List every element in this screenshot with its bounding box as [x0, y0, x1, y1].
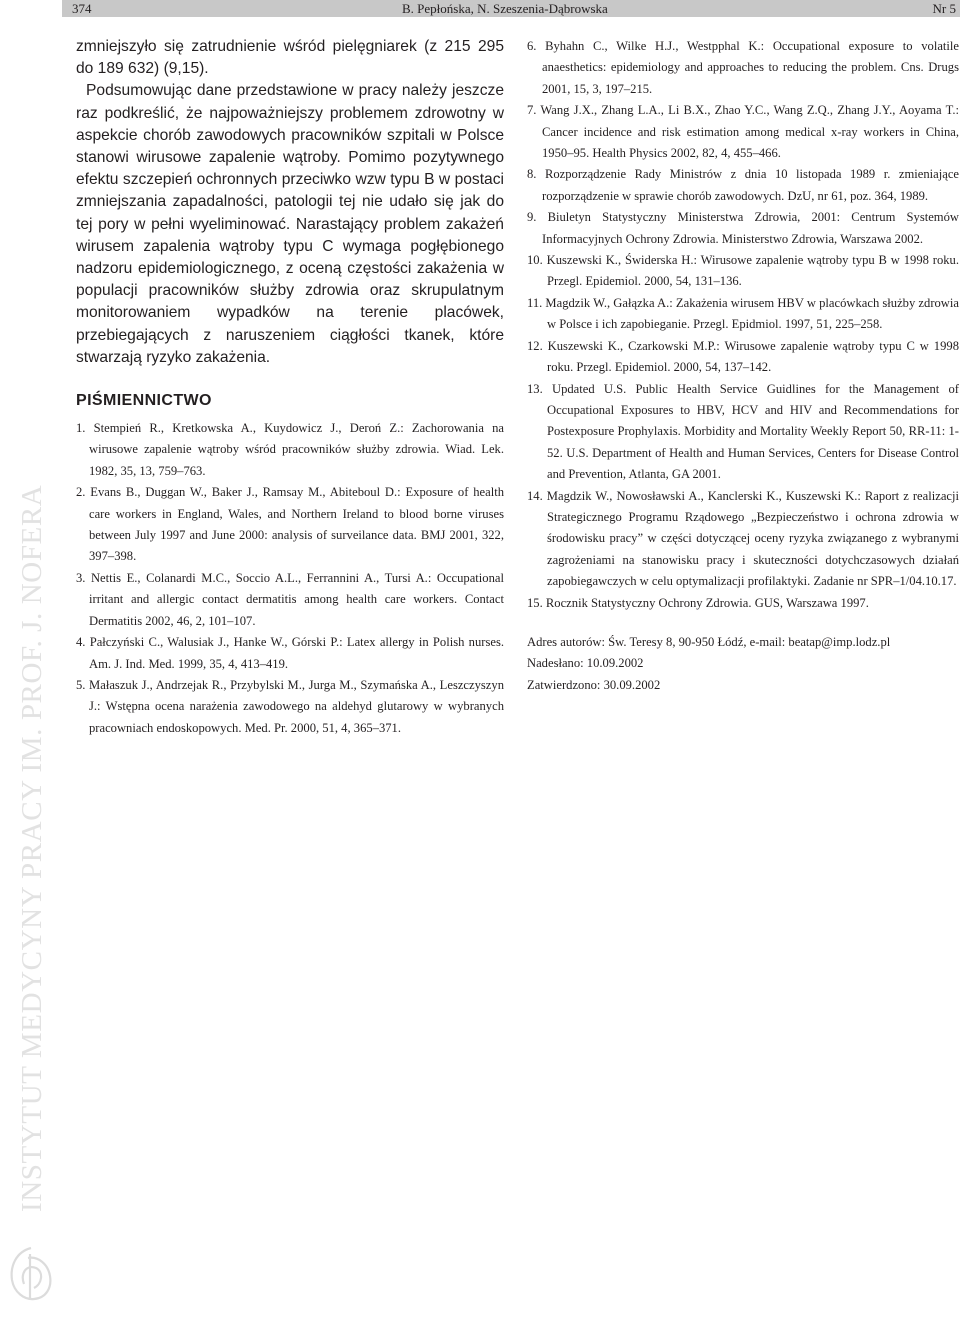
reference-item: 8. Rozporządzenie Rady Ministrów z dnia 10 listopada 1989 r. zmieniające rozporządzenie w sprawie chorób zawodowych. DzU, nr 61, poz. 364, 1989. — [527, 167, 959, 203]
reference-item: 4. Pałczyński C., Walusiak J., Hanke W., Górski P.: Latex allergy in Polish nurses. Am. J. Ind. Med. 1999, 35, 4, 413–419. — [76, 635, 504, 671]
references-heading: PIŚMIENNICTWO — [76, 392, 212, 410]
page-number: 374 — [72, 1, 92, 16]
reference-item: 1. Stempień R., Kretkowska A., Kuydowicz J., Deroń Z.: Zachorowania na wirusowe zapalenie wątroby wśród pracowników służby zdrowia. Wiad. Lek. 1982, 35, 13, 759–763. — [76, 421, 504, 478]
imp-logo-icon — [6, 1244, 56, 1304]
body-paragraph: zmniejszyło się zatrudnienie wśród pielęgniarek (z 215 295 do 189 632) (9,15). — [76, 38, 504, 78]
author-metadata — [527, 632, 959, 696]
reference-item: 12. Kuszewski K., Czarkowski M.P.: Wirusowe zapalenie wątroby typu C w 1998 roku. Przegl. Epidemiol. 2000, 54, 137–142. — [527, 338, 959, 375]
author-address: Adres autorów: Św. Teresy 8, 90-950 Łódź, e-mail: beatap@imp.lodz.pl — [527, 634, 891, 649]
reference-item: 5. Małaszuk J., Andrzejak R., Przybylski M., Jurga M., Szymańska A., Leszczyszyn J.: Wstępna ocena narażenia zawodowego na aldehyd glutarowy w wybranych pracowniach endoskopowych. Med. Pr. 2000, 51, 4, 365–371. — [76, 677, 504, 735]
reference-item: 13. Updated U.S. Public Health Service Guidlines for the Management of Occupational Exposures to HBV, HCV and HIV and Recommendations for Postexposure Prophylaxis. Morbidity and Mortality Weekly Report 50, RR-11: 1-52. U.S. Department of Health and Human Services, Centers for Disease Control and Prevention, Atlanta, GA 2001. — [527, 381, 959, 482]
received-date: Nadesłano: 10.09.2002 — [527, 656, 644, 671]
reference-item: 11. Magdzik W., Gałązka A.: Zakażenia wirusem HBV w placówkach służby zdrowia w Polsce i ich zapobieganie. Przegl. Epidmiol. 1997, 51, 225–258. — [527, 295, 959, 332]
references-list-continued — [527, 36, 959, 614]
body-paragraph: Podsumowując dane przedstawione w pracy należy jeszcze raz podkreślić, że najpoważniejszy problemem zdrowotny w aspekcie chorób zawodowych pracowników szpitali w Polsce stanowi wirusowe zapalenie wątroby. Pomimo pozytywnego efektu szczepień ochronnych przeciwko wzw typu B w postaci zmniejszania zapadalności, patologii tej nie udało się jak do tej pory w pełni wyeliminować. Narastający problem zakażeń wirusem zapalenia wątroby typu C wymaga pogłębionego nadzoru epidemiologicznego, z oceną częstości zakażenia w populacji pracowników służby zdrowia oraz skrupulatnym monitorowaniem wypadków na terenie placówek, przebiegających z naruszeniem ciągłości tkanek, które stwarzają ryzyko zakażenia. — [76, 82, 504, 366]
right-column — [527, 36, 959, 696]
issue-number: Nr 5 — [932, 1, 956, 16]
running-header-authors: B. Pepłońska, N. Szeszenia-Dąbrowska — [402, 1, 608, 16]
reference-item: 14. Magdzik W., Nowosławski A., Kanclerski K., Kuszewski K.: Raport z realizacji Strategicznego Programu Rządowego „Bezpieczeństwo i ochrona zdrowia w środowisku pracy” w części dotyczącej oceny ryzyka związanego z wybranymi zagrożeniami na stanowisku pracy i skuteczności dotychczasowych działań zapobiegawczych w celu optymalizacji profilaktyki. Zadanie nr SPR–1/04.10.17. — [527, 488, 959, 589]
reference-item: 7. Wang J.X., Zhang L.A., Li B.X., Zhao Y.C., Wang Z.Q., Zhang J.Y., Aoyama T.: Cancer incidence and risk estimation among medical x-ray workers in China, 1950–95. Health Physics 2002, 82, 4, 455–466. — [527, 103, 959, 161]
institute-watermark: INSTYTUT MEDYCYNY PRACY IM. PROF. J. NOFERA — [16, 484, 48, 1212]
references-list — [76, 418, 504, 739]
reference-item: 6. Byhahn C., Wilke H.J., Westpphal K.: Occupational exposure to volatile anaesthetics: epidemiology and approaches to reducing the problem. Cns. Drugs 2001, 15, 3, 197–215. — [527, 39, 959, 96]
reference-item: 15. Rocznik Statystyczny Ochrony Zdrowia. GUS, Warszawa 1997. — [527, 595, 869, 610]
reference-item: 10. Kuszewski K., Świderska H.: Wirusowe zapalenie wątroby typu B w 1998 roku. Przegl. Epidemiol. 2000, 54, 131–136. — [527, 253, 959, 289]
left-column — [76, 36, 504, 739]
reference-item: 3. Nettis E., Colanardi M.C., Soccio A.L., Ferrannini A., Tursi A.: Occupational irritant and allergic contact dermatitis among health care workers. Contact Dermatitis 2002, 46, 2, 101–107. — [76, 570, 504, 628]
reference-item: 9. Biuletyn Statystyczny Ministerstwa Zdrowia, 2001: Centrum Systemów Informacyjnych Ochrony Zdrowia. Ministerstwo Zdrowia, Warszawa 2002. — [527, 210, 959, 246]
approved-date: Zatwierdzono: 30.09.2002 — [527, 677, 661, 692]
running-header — [62, 0, 960, 17]
reference-item: 2. Evans B., Duggan W., Baker J., Ramsay M., Abiteboul D.: Exposure of health care workers in England, Wales, and Northern Ireland to blood borne viruses between July 1997 and June 2000: analysis of surveilance data. BMJ 2001, 322, 397–398. — [76, 485, 504, 564]
